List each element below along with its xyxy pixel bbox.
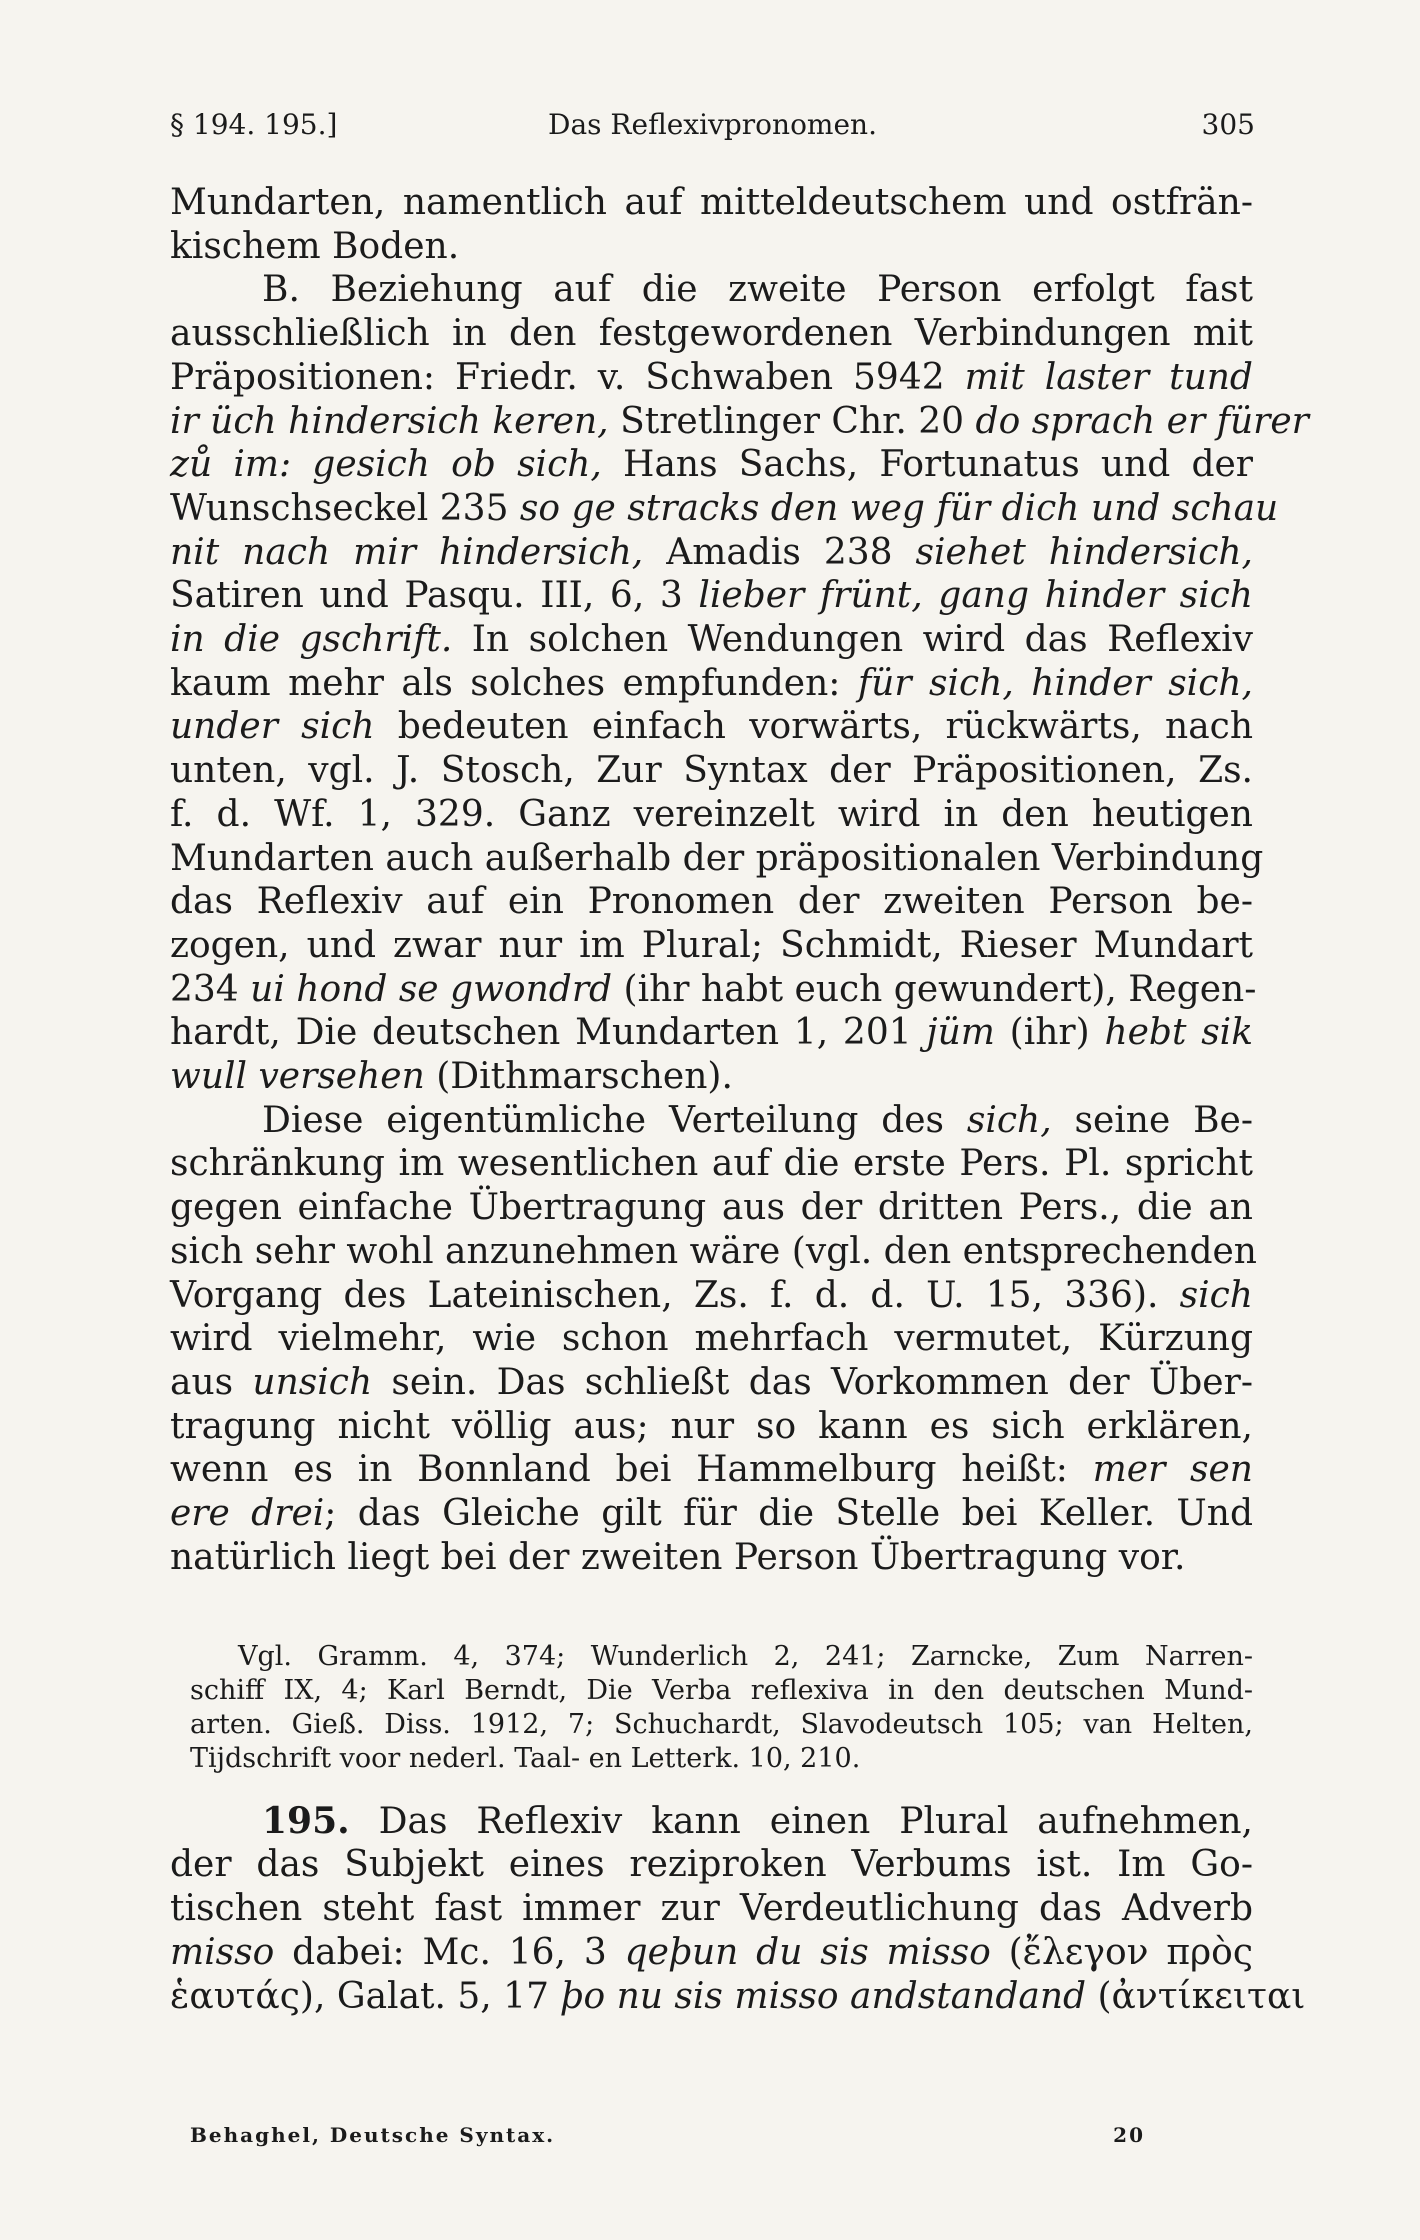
text-run: ; das Gleiche gilt für die Stelle bei Keller. Und	[324, 1493, 1253, 1534]
text-line	[170, 1275, 1253, 1317]
italic-citation: þo nu sis misso andstandand	[560, 1976, 1087, 2017]
text-line	[170, 1187, 1253, 1229]
text-line	[170, 838, 1264, 880]
note-line	[190, 1742, 1253, 1775]
text-run: Amadis 238	[643, 532, 916, 573]
section-number: 195.	[262, 1800, 350, 1842]
text-run: (Dithmarschen).	[424, 1056, 733, 1097]
book-title-signature: Behaghel, Deutsche Syntax.	[190, 2123, 556, 2147]
text-line	[170, 1449, 1253, 1491]
text-run: (ihr habt euch gewundert), Regen-	[612, 969, 1257, 1010]
text-run: (ihr)	[994, 1012, 1105, 1053]
italic-citation: sich,	[966, 1100, 1052, 1141]
text-run: Diese eigentümliche Verteilung des	[262, 1100, 967, 1141]
text-line	[170, 488, 1279, 530]
signature-line	[170, 2123, 1255, 2157]
italic-citation: jüm	[926, 1012, 995, 1053]
text-run: tischen steht fast immer zur Verdeutlichung das Adverb	[170, 1888, 1253, 1929]
text-run: seine Be-	[1051, 1100, 1254, 1141]
text-line	[170, 1143, 1253, 1185]
text-run: sich sehr wohl anzunehmen wäre (vgl. den entsprechenden	[170, 1231, 1257, 1272]
italic-citation: qeþun du sis misso	[624, 1932, 991, 1973]
italic-citation: ui hond se gwondrd	[250, 969, 613, 1010]
page-number: 305	[1201, 108, 1255, 141]
text-run: gegen einfache Übertragung aus der dritten Pers., die an	[170, 1187, 1253, 1228]
text-line	[170, 444, 1253, 486]
text-run: Stretlinger Chr. 20	[608, 401, 976, 442]
text-run: kischem Boden.	[170, 226, 460, 267]
text-line	[170, 1888, 1253, 1930]
note-line	[190, 1708, 1253, 1741]
text-line	[170, 663, 1253, 705]
text-run: Präpositionen: Friedr. v. Schwaben 5942	[170, 357, 965, 398]
text-run: (ἔλεγον πρὸς	[990, 1932, 1254, 1973]
text-line	[262, 269, 1253, 311]
text-run: ἑαυτάς), Galat. 5, 17	[170, 1976, 561, 2017]
text-line	[170, 575, 1253, 617]
note-line	[190, 1674, 1253, 1707]
text-run: natürlich liegt bei der zweiten Person Übertragung vor.	[170, 1537, 1186, 1578]
text-line	[170, 925, 1253, 967]
text-line	[170, 1537, 1253, 1579]
text-run: zogen, und zwar nur im Plural; Schmidt, Rieser Mundart	[170, 925, 1253, 966]
italic-citation: mit laster tund	[964, 357, 1253, 398]
text-run: Mundarten, namentlich auf mitteldeutschem und ostfrän-	[170, 182, 1253, 223]
text-run: unten, vgl. J. Stosch, Zur Syntax der Präpositionen, Zs.	[170, 750, 1253, 791]
italic-citation: unsich	[252, 1362, 373, 1403]
text-line	[170, 794, 1253, 836]
text-run: In solchen Wendungen wird das Reflexiv	[452, 619, 1253, 660]
text-run: bedeuten einfach vorwärts, rückwärts, nach	[374, 706, 1254, 747]
italic-citation: do sprach er fürer	[975, 401, 1309, 442]
text-run: aus	[170, 1362, 253, 1403]
text-line	[262, 1800, 1253, 1842]
text-line	[170, 706, 1253, 748]
text-run: Satiren und Pasqu. III, 6, 3	[170, 575, 699, 616]
italic-citation: so ge stracks den weg für dich und schau	[519, 488, 1279, 529]
italic-citation: für sich, hinder sich,	[857, 663, 1253, 704]
italic-citation: ir üch hindersich keren,	[170, 401, 609, 442]
text-run: sein. Das schließt das Vorkommen der Über-	[372, 1362, 1253, 1403]
text-line	[170, 1406, 1253, 1448]
text-run: das Reflexiv auf ein Pronomen der zweiten Person be-	[170, 881, 1253, 922]
text-line	[170, 1056, 1253, 1098]
text-run: wird vielmehr, wie schon mehrfach vermutet, Kürzung	[170, 1318, 1253, 1359]
text-line	[262, 1100, 1253, 1142]
text-line	[170, 1318, 1253, 1360]
italic-citation: zů im: gesich ob sich,	[170, 444, 602, 485]
text-run: Vorgang des Lateinischen, Zs. f. d. d. U. 15, 336).	[170, 1275, 1180, 1316]
text-run: tragung nicht völlig aus; nur so kann es sich erklären,	[170, 1406, 1253, 1447]
text-run: wenn es in Bonnland bei Hammelburg heißt:	[170, 1449, 1093, 1490]
text-run: Tijdschrift voor nederl. Taal- en Letterk. 10, 210.	[190, 1743, 861, 1774]
italic-citation: ere drei	[170, 1493, 325, 1534]
text-run: Mundarten auch außerhalb der präpositionalen Verbindung	[170, 838, 1264, 879]
text-line	[170, 619, 1253, 661]
running-header	[170, 108, 1255, 148]
text-line	[170, 532, 1253, 574]
text-line	[170, 1012, 1253, 1054]
text-line	[170, 1493, 1253, 1535]
text-line	[170, 182, 1253, 224]
text-run: dabei: Mc. 16, 3	[274, 1932, 625, 1973]
italic-citation: in die gschrift.	[170, 619, 453, 660]
text-line	[170, 1844, 1253, 1886]
sheet-number: 20	[1113, 2123, 1145, 2147]
text-run: der das Subjekt eines reziproken Verbums ist. Im Go-	[170, 1844, 1253, 1885]
text-run: hardt, Die deutschen Mundarten 1, 201	[170, 1012, 927, 1053]
italic-citation: sich	[1179, 1275, 1253, 1316]
text-run: Hans Sachs, Fortunatus und der	[601, 444, 1254, 485]
italic-citation: siehet hindersich,	[915, 532, 1253, 573]
italic-citation: wull versehen	[170, 1056, 425, 1097]
text-run: schränkung im wesentlichen auf die erste Pers. Pl. spricht	[170, 1143, 1253, 1184]
text-line	[170, 1231, 1257, 1273]
text-run: Das Reflexiv kann einen Plural aufnehmen,	[349, 1801, 1253, 1842]
text-line	[170, 1932, 1253, 1974]
italic-citation: mer sen	[1092, 1449, 1253, 1490]
text-line	[170, 881, 1253, 923]
italic-citation: misso	[170, 1932, 275, 1973]
text-run: Vgl. Gramm. 4, 374; Wunderlich 2, 241; Zarncke, Zum Narren-	[238, 1641, 1253, 1672]
text-run: 234	[170, 969, 251, 1010]
text-line	[170, 401, 1309, 443]
italic-citation: nit nach mir hindersich,	[170, 532, 644, 573]
text-line	[170, 969, 1257, 1011]
italic-citation: lieber frünt, gang hinder sich	[698, 575, 1253, 616]
text-run: B. Beziehung auf die zweite Person erfolgt fast	[262, 269, 1253, 310]
text-run: (ἀντίκειται	[1086, 1976, 1306, 2017]
text-run: f. d. Wf. 1, 329. Ganz vereinzelt wird in den heutigen	[170, 794, 1253, 835]
text-line	[170, 357, 1253, 399]
text-run: arten. Gieß. Diss. 1912, 7; Schuchardt, Slavodeutsch 105; van Helten,	[190, 1709, 1253, 1740]
italic-citation: hebt sik	[1104, 1012, 1254, 1053]
text-run: schiff IX, 4; Karl Berndt, Die Verba reflexiva in den deutschen Mund-	[190, 1675, 1253, 1706]
note-line	[238, 1640, 1253, 1673]
text-run: Wunschseckel 235	[170, 488, 520, 529]
text-line	[170, 226, 1253, 268]
text-line	[170, 1362, 1253, 1404]
italic-citation: under sich	[170, 706, 375, 747]
text-run: kaum mehr als solches empfunden:	[170, 663, 858, 704]
text-line	[170, 313, 1253, 355]
text-line	[170, 1976, 1306, 2018]
section-reference: § 194. 195.]	[170, 108, 338, 141]
running-title: Das Reflexivpronomen.	[548, 108, 877, 141]
text-run: ausschließlich in den festgewordenen Verbindungen mit	[170, 313, 1253, 354]
text-line	[170, 750, 1253, 792]
